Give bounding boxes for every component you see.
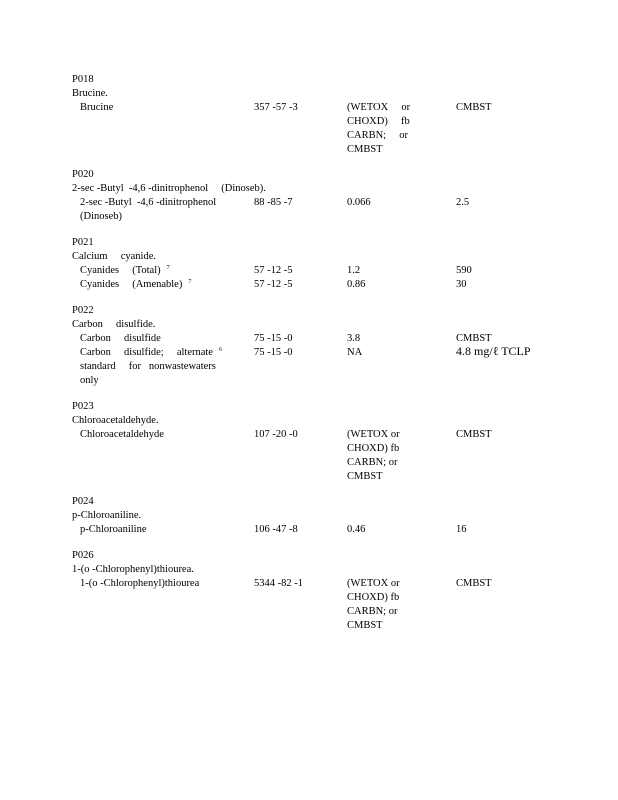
- constituent-name: 1-(o -Chlorophenyl)thiourea: [80, 578, 200, 589]
- nonwastewater-standard: CMBST: [456, 578, 492, 589]
- nonwastewater-standard: 2.5: [456, 197, 470, 208]
- cas-number: 5344 -82 -1: [254, 578, 303, 589]
- wastewater-standard: CMBST: [347, 471, 383, 482]
- waste-code: P020: [72, 169, 94, 180]
- nonwastewater-standard: 16: [456, 524, 467, 535]
- wastewater-standard: CHOXD) fb: [347, 443, 400, 454]
- waste-code: P022: [72, 305, 94, 316]
- constituent-name: Carbon disulfide: [80, 333, 161, 344]
- waste-name: 1-(o -Chlorophenyl)thiourea.: [72, 564, 194, 575]
- wastewater-standard: 3.8: [347, 333, 361, 344]
- waste-name: Chloroacetaldehyde.: [72, 415, 159, 426]
- waste-name: Carbon disulfide.: [72, 319, 156, 330]
- constituent-name: Brucine: [80, 102, 114, 113]
- wastewater-standard: NA: [347, 347, 363, 358]
- nonwastewater-standard: CMBST: [456, 429, 492, 440]
- nonwastewater-standard: 30: [456, 279, 467, 290]
- waste-code: P021: [72, 237, 94, 248]
- cas-number: 75 -15 -0: [254, 347, 293, 358]
- waste-name: p-Chloroaniline.: [72, 510, 142, 521]
- constituent-name: Cyanides (Amenable) $^7$: [80, 279, 192, 290]
- wastewater-standard: (WETOX or: [347, 102, 411, 113]
- cas-number: 57 -12 -5: [254, 279, 293, 290]
- footnote-marker: 7: [188, 279, 192, 285]
- wastewater-standard: (WETOX or: [347, 578, 400, 589]
- wastewater-standard: 0.86: [347, 279, 366, 290]
- waste-code: P023: [72, 401, 94, 412]
- waste-code: P026: [72, 550, 94, 561]
- wastewater-standard: CARBN; or: [347, 130, 408, 141]
- waste-code: P018: [72, 74, 94, 85]
- constituent-name-continued: (Dinoseb): [80, 211, 122, 222]
- waste-name: 2-sec -Butyl -4,6 -dinitrophenol (Dinoseb).: [72, 183, 266, 194]
- nonwastewater-standard: 590: [456, 265, 472, 276]
- waste-name: Calcium cyanide.: [72, 251, 156, 262]
- constituent-name: Chloroacetaldehyde: [80, 429, 164, 440]
- wastewater-standard: (WETOX or: [347, 429, 400, 440]
- wastewater-standard: CHOXD) fb: [347, 116, 410, 127]
- wastewater-standard: 0.066: [347, 197, 371, 208]
- footnote-marker: 6: [218, 347, 222, 353]
- footnote-marker: 7: [166, 265, 170, 271]
- cas-number: 107 -20 -0: [254, 429, 298, 440]
- cas-number: 75 -15 -0: [254, 333, 293, 344]
- wastewater-standard: 1.2: [347, 265, 361, 276]
- wastewater-standard: 0.46: [347, 524, 366, 535]
- cas-number: 357 -57 -3: [254, 102, 298, 113]
- cas-number: 57 -12 -5: [254, 265, 293, 276]
- constituent-name-continued: standard for nonwastewaters: [80, 361, 216, 372]
- constituent-name: Cyanides (Total) $^7$: [80, 265, 170, 276]
- nonwastewater-standard: CMBST: [456, 102, 492, 113]
- cas-number: 106 -47 -8: [254, 524, 298, 535]
- constituent-name: Carbon disulfide; alternate $^6$: [80, 347, 222, 358]
- constituent-name: 2-sec -Butyl -4,6 -dinitrophenol: [80, 197, 217, 208]
- wastewater-standard: CMBST: [347, 144, 383, 155]
- wastewater-standard: CMBST: [347, 620, 383, 631]
- waste-name: Brucine.: [72, 88, 108, 99]
- nonwastewater-standard: CMBST: [456, 333, 492, 344]
- cas-number: 88 -85 -7: [254, 197, 293, 208]
- constituent-name: p-Chloroaniline: [80, 524, 147, 535]
- wastewater-standard: CARBN; or: [347, 457, 398, 468]
- constituent-name-continued: only: [80, 375, 99, 386]
- nonwastewater-standard: 4.8 mg/ℓ TCLP: [456, 344, 531, 358]
- wastewater-standard: CHOXD) fb: [347, 592, 400, 603]
- waste-code: P024: [72, 496, 94, 507]
- wastewater-standard: CARBN; or: [347, 606, 398, 617]
